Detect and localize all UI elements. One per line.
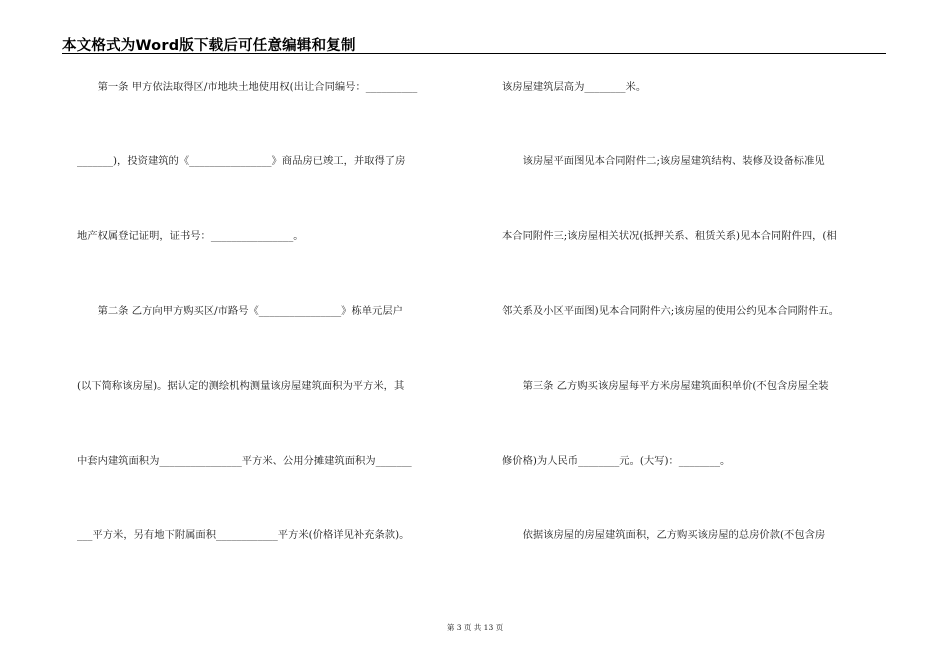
header-divider (62, 53, 886, 54)
document-header-title: 本文格式为Word版下载后可任意编辑和复制 (62, 38, 356, 54)
right-paragraph-line: 修价格)为人民币________元。(大写)：________。 (502, 455, 731, 467)
right-paragraph-line: 依据该房屋的房屋建筑面积，乙方购买该房屋的总房价款(不包含房 (502, 529, 826, 541)
left-paragraph-line: _______)，投资建筑的《________________》商品房已竣工，并取得了房 (77, 155, 406, 167)
right-paragraph-line: 邻关系及小区平面图)见本合同附件六;该房屋的使用公约见本合同附件五。 (502, 305, 839, 317)
page-number-footer: 第 3 页 共 13 页 (446, 623, 504, 632)
right-paragraph-line: 本合同附件三;该房屋相关状况(抵押关系、租赁关系)见本合同附件四，(相 (502, 230, 837, 242)
right-paragraph-line: 第三条 乙方购买该房屋每平方米房屋建筑面积单价(不包含房屋全装 (502, 380, 829, 392)
left-paragraph-line: 第一条 甲方依法取得区/市地块土地使用权(出让合同编号：__________ (77, 81, 418, 93)
right-paragraph-line: 该房屋建筑层高为________米。 (502, 81, 647, 93)
left-paragraph-line: 中套内建筑面积为________________平方米、公用分摊建筑面积为_______ (77, 455, 412, 467)
left-paragraph-line: (以下简称该房屋)。据认定的测绘机构测量该房屋建筑面积为平方米，其 (77, 380, 405, 392)
left-paragraph-line: ___平方米，另有地下附属面积____________平方米(价格详见补充条款)。 (77, 529, 410, 541)
right-paragraph-line: 该房屋平面图见本合同附件二;该房屋建筑结构、装修及设备标准见 (502, 155, 825, 167)
left-paragraph-line: 地产权属登记证明，证书号：________________。 (77, 230, 304, 242)
left-paragraph-line: 第二条 乙方向甲方购买区/市路号《________________》栋单元层户 (77, 305, 403, 317)
